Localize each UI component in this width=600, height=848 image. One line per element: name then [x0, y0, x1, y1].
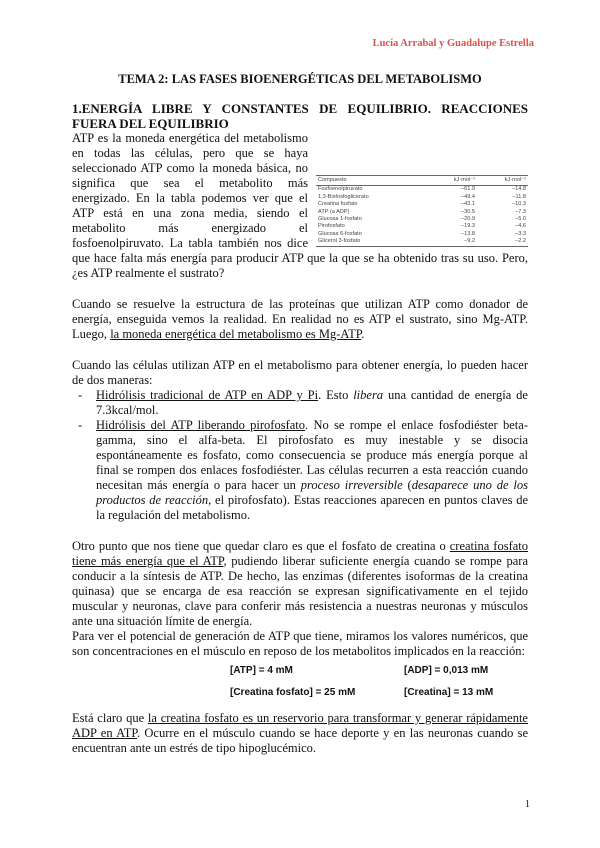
section-heading: 1.ENERGÍA LIBRE Y CONSTANTES DE EQUILIBRIO. REACCIONES FUERA DEL EQUILIBRIO: [72, 101, 528, 131]
table-row: Glucosa 6-fosfato −13.8 −3.3: [318, 230, 526, 237]
paragraph-mg-atp: Cuando se resuelve la estructura de las proteínas que utilizan ATP como donador de energía, enseguida vemos la realidad. En realidad no es ATP el sustrato, sino Mg-ATP. Luego, la moneda energética del metabolismo es Mg-ATP.: [72, 297, 528, 341]
free-energy-table: [316, 175, 528, 247]
paragraph-text: ATP es la moneda energética del metabolismo en todas las células, pero que se haya seleccionado ATP como la moneda básica, no significa que sea el metabolito más energizado. En la tabla podemos ver que el ATP está en una zona media, siendo el metabolito más energizado el fosfoenolpiruvato. La tabla también nos dice que hace falta más energía para producir ATP que la que se ha obtenido tras su uso. Pero, ¿es ATP realmente el sustrato?: [72, 131, 528, 280]
concentration-values: [72, 659, 528, 699]
list-item: - Hidrólisis del ATP liberando pirofosfato. No se rompe el enlace fosfodiéster beta-gamma, sino el alfa-beta. El pirofosfato es muy inestable y se disocia espontáneamente es fosfato, como consecuencia se produce más energía porque al final se rompen dos enlaces fosfodiéster. Las células recurren a esta reacción cuando necesitan más energía o para hacer un proceso irreversible (desaparece uno de los productos de reacción, el pirofosfato). Estas reacciones aparecen en puntos claves de la regulación del metabolismo.: [96, 418, 528, 523]
table-row: 1,3-Bisfosfoglicerato −49.4 −11.8: [318, 193, 526, 200]
document-body: [72, 101, 528, 756]
table-row: Pirofosfato −19.3 −4.6: [318, 223, 526, 230]
creatina-concentration: [Creatina] = 13 mM: [404, 687, 494, 698]
paragraph-atp-uses: Cuando las células utilizan ATP en el metabolismo para obtener energía, lo pueden hacer de dos maneras: - Hidrólisis tradicional de ATP en ADP y Pi. Esto libera una cantidad de energía de 7.3kcal/mol. - Hidrólisis del ATP liberando pirofosfato. No se rompe el enlace fosfodiéster beta-gamma, sino el alfa-beta. El pirofosfato es muy inestable y se disocia espontáneamente es fosfato, como consecuencia se produce más energía porque al final se rompen dos enlaces fosfodiéster. Las células recurren a esta reacción cuando necesitan más energía o para hacer un proceso irreversible (desaparece uno de los productos de reacción, el pirofosfato). Estas reacciones aparecen en puntos claves de la regulación del metabolismo.: [72, 358, 528, 523]
atp-concentration: [ATP] = 4 mM: [230, 665, 293, 676]
page-number: 1: [525, 799, 530, 810]
paragraph-atp-intro: [72, 131, 528, 281]
page-title: TEMA 2: LAS FASES BIOENERGÉTICAS DEL METABOLISMO: [118, 72, 482, 86]
list-item: - Hidrólisis tradicional de ATP en ADP y Pi. Esto libera una cantidad de energía de 7.3kcal/mol.: [96, 388, 528, 418]
header-authors: Lucía Arrabal y Guadalupe Estrella: [372, 38, 534, 49]
adp-concentration: [ADP] = 0,013 mM: [404, 665, 489, 676]
table-row: ATP (a ADP) −30.5 −7.3: [318, 208, 526, 215]
table-header-compound: Compuesto: [316, 176, 426, 186]
table-header-kj: kJ·mol⁻¹: [426, 176, 477, 186]
table-row: Glicerol 3-fosfato −9.2 −2.2: [318, 238, 526, 245]
paragraph-reservorio: Está claro que la creatina fosfato es un reservorio para transformar y generar rápidamente ADP en ATP. Ocurre en el músculo cuando se hace deporte y en las neuronas cuando se encuentran ante un estrés de tipo hipoglucémico.: [72, 711, 528, 755]
paragraph-creatina: Otro punto que nos tiene que quedar claro es que el fosfato de creatina o creatina fosfato tiene más energía que el ATP, pudiendo liberar suficiente energía cuando se rompe para conducir a la síntesis de ATP. De hecho, las enzimas (diferentes isoformas de la creatina quinasa) que se encarga de esa reacción se expresan significativamente en el tejido muscular y neuronas, clave para conferir más resistencia a nuestras neuronas y músculos ante una situación límite de energía.: [72, 539, 528, 628]
table-header-kj2: kJ·mol⁻¹: [477, 176, 528, 186]
table-row: Glucosa 1-fosfato −20.9 −5.0: [318, 216, 526, 223]
table-row: Fosfoenolpiruvato −61.9 −14.8: [318, 186, 526, 193]
paragraph-concentrations-intro: Para ver el potencial de generación de ATP que tiene, miramos los valores numéricos, que son concentraciones en el músculo en reposo de los metabolitos implicados en la reacción:: [72, 629, 528, 658]
table-row: Creatina fosfato −43.1 −10.3: [318, 201, 526, 208]
creatina-fosfato-concentration: [Creatina fosfato] = 25 mM: [230, 687, 356, 698]
